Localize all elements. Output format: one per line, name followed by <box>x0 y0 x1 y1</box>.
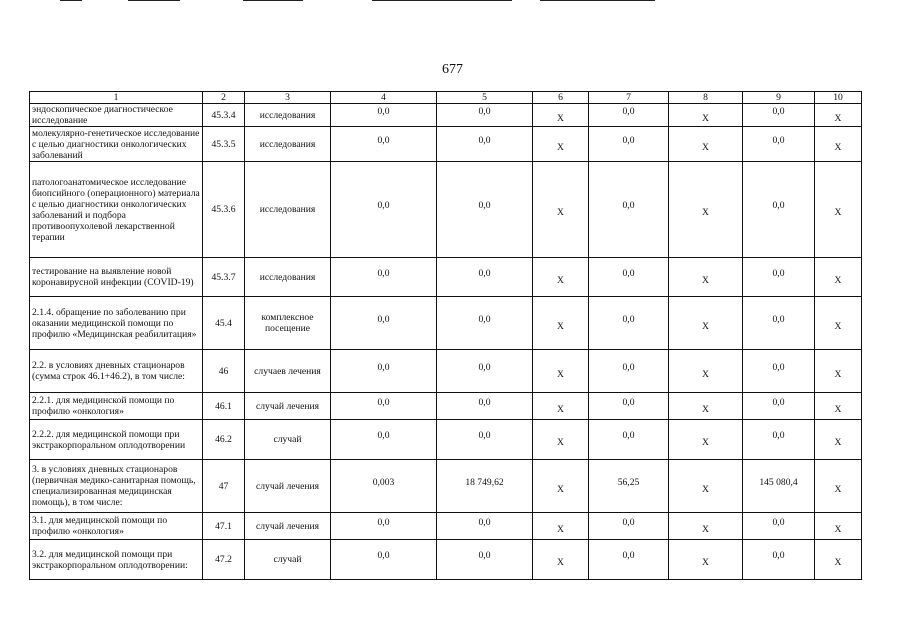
x-cell <box>669 393 743 420</box>
x-cell <box>815 420 862 460</box>
value-cell <box>437 513 533 540</box>
value-cell <box>743 513 815 540</box>
value-cell-text: 0,0 <box>772 267 785 279</box>
x-cell-text: X <box>834 112 842 124</box>
x-cell-text: X <box>557 320 564 332</box>
x-cell <box>669 420 743 460</box>
top-edge-line <box>60 0 82 1</box>
value-cell-text: 0,0 <box>772 550 785 561</box>
value-cell <box>331 104 437 127</box>
x-cell-text: X <box>702 207 709 218</box>
column-header: 2 <box>203 92 245 104</box>
value-cell-text: 0,0 <box>377 200 390 211</box>
row-unit: случай <box>245 540 331 580</box>
row-name: молекулярно-генетическое исследование с целью диагностики онкологических заболеваний <box>30 127 203 162</box>
table-row <box>30 460 862 513</box>
value-cell <box>589 420 669 460</box>
top-edge-line <box>128 0 180 1</box>
value-cell-text: 0,0 <box>478 267 491 279</box>
row-code: 47 <box>203 460 245 513</box>
value-cell <box>437 162 533 258</box>
value-cell <box>589 127 669 162</box>
x-cell-text: X <box>702 112 709 124</box>
column-header: 7 <box>589 92 669 104</box>
top-edge-line <box>243 0 303 1</box>
value-cell <box>743 104 815 127</box>
row-unit: случай <box>245 420 331 460</box>
value-cell-text: 0,0 <box>622 550 635 561</box>
x-cell <box>533 540 589 580</box>
x-cell-text: X <box>557 112 564 124</box>
x-cell-text: X <box>834 437 842 448</box>
x-cell-text: X <box>702 437 709 448</box>
value-cell <box>743 460 815 513</box>
x-cell <box>533 258 589 297</box>
value-cell-text: 0,0 <box>478 516 491 528</box>
value-cell-text: 0,0 <box>772 200 785 211</box>
row-name: 3. в условиях дневных стационаров (первичная медико-санитарная помощь, специализированная медицинская помощь), в том числе: <box>30 460 203 513</box>
table-row <box>30 420 862 460</box>
x-cell <box>669 297 743 350</box>
table-row <box>30 540 862 580</box>
value-cell <box>331 297 437 350</box>
row-unit: случай лечения <box>245 513 331 540</box>
row-unit: случай лечения <box>245 393 331 420</box>
x-cell-text: X <box>557 557 564 568</box>
row-unit: исследования <box>245 104 331 127</box>
value-cell-text: 0,0 <box>622 105 635 117</box>
row-code: 45.4 <box>203 297 245 350</box>
row-name: 2.2.1. для медицинской помощи по профилю «онкология» <box>30 393 203 420</box>
value-cell-text: 0,0 <box>772 105 785 117</box>
x-cell <box>669 162 743 258</box>
row-name: тестирование на выявление новой коронавирусной инфекции (COVID-19) <box>30 258 203 297</box>
value-cell-text: 56,25 <box>617 476 640 488</box>
value-cell <box>437 258 533 297</box>
x-cell <box>815 460 862 513</box>
row-code: 46.2 <box>203 420 245 460</box>
x-cell <box>669 460 743 513</box>
x-cell <box>533 513 589 540</box>
table-row <box>30 258 862 297</box>
value-cell <box>743 420 815 460</box>
column-header: 3 <box>245 92 331 104</box>
value-cell <box>331 393 437 420</box>
value-cell <box>589 393 669 420</box>
row-unit: исследования <box>245 258 331 297</box>
x-cell-text: X <box>702 523 709 535</box>
x-cell-text: X <box>702 483 709 495</box>
x-cell <box>815 540 862 580</box>
value-cell <box>437 420 533 460</box>
x-cell-text: X <box>834 141 842 153</box>
value-cell <box>743 162 815 258</box>
x-cell-text: X <box>702 403 709 415</box>
row-code: 47.2 <box>203 540 245 580</box>
row-code: 46 <box>203 350 245 393</box>
value-cell-text: 0,0 <box>622 200 635 211</box>
value-cell-text: 0,0 <box>622 516 635 528</box>
row-unit: исследования <box>245 162 331 258</box>
table-row <box>30 127 862 162</box>
x-cell-text: X <box>834 320 842 332</box>
value-cell-text: 0,0 <box>478 105 491 117</box>
value-cell <box>743 127 815 162</box>
value-cell <box>743 258 815 297</box>
page-number: 677 <box>442 62 463 77</box>
value-cell-text: 0,0 <box>377 105 390 117</box>
row-unit: исследования <box>245 127 331 162</box>
row-name: 2.1.4. обращение по заболеванию при оказании медицинской помощи по профилю «Медицинская реабилитация» <box>30 297 203 350</box>
x-cell-text: X <box>834 368 842 380</box>
value-cell <box>437 297 533 350</box>
value-cell <box>437 350 533 393</box>
row-code: 45.3.5 <box>203 127 245 162</box>
value-cell-text: 0,0 <box>772 134 785 146</box>
x-cell-text: X <box>557 207 564 218</box>
row-code: 46.1 <box>203 393 245 420</box>
x-cell-text: X <box>702 368 709 380</box>
column-header: 4 <box>331 92 437 104</box>
table-row <box>30 513 862 540</box>
value-cell <box>331 513 437 540</box>
value-cell <box>331 420 437 460</box>
x-cell-text: X <box>557 523 564 535</box>
x-cell <box>533 162 589 258</box>
value-cell-text: 0,003 <box>372 476 395 488</box>
value-cell-text: 0,0 <box>772 313 785 325</box>
row-name: эндоскопическое диагностическое исследование <box>30 104 203 127</box>
value-cell <box>331 540 437 580</box>
value-cell-text: 0,0 <box>377 361 390 373</box>
x-cell <box>533 127 589 162</box>
value-cell <box>743 297 815 350</box>
row-code: 45.3.6 <box>203 162 245 258</box>
x-cell-text: X <box>557 437 564 448</box>
x-cell <box>533 460 589 513</box>
value-cell <box>589 297 669 350</box>
column-header: 9 <box>743 92 815 104</box>
value-cell <box>743 393 815 420</box>
row-name: патологоанатомическое исследование биопсийного (операционного) материала с целью диагностики онкологических заболеваний и подбора противоопухолевой лекарственной терапии <box>30 162 203 258</box>
value-cell <box>331 162 437 258</box>
x-cell-text: X <box>834 523 842 535</box>
value-cell-text: 0,0 <box>622 396 635 408</box>
value-cell-text: 145 080,4 <box>759 476 798 488</box>
x-cell <box>669 540 743 580</box>
value-cell-text: 0,0 <box>478 550 491 561</box>
row-name: 2.2.2. для медицинской помощи при экстракорпоральном оплодотворении <box>30 420 203 460</box>
value-cell-text: 0,0 <box>478 396 491 408</box>
column-header: 1 <box>30 92 203 104</box>
value-cell-text: 18 749,62 <box>465 476 504 488</box>
x-cell-text: X <box>557 483 564 495</box>
x-cell <box>815 297 862 350</box>
x-cell-text: X <box>834 274 842 286</box>
x-cell-text: X <box>557 274 564 286</box>
x-cell <box>815 393 862 420</box>
value-cell <box>743 540 815 580</box>
value-cell-text: 0,0 <box>377 550 390 561</box>
column-header: 8 <box>669 92 743 104</box>
value-cell-text: 0,0 <box>478 200 491 211</box>
value-cell <box>589 104 669 127</box>
row-code: 47.1 <box>203 513 245 540</box>
table-row <box>30 393 862 420</box>
x-cell <box>533 393 589 420</box>
x-cell <box>669 350 743 393</box>
value-cell <box>743 350 815 393</box>
value-cell-text: 0,0 <box>478 134 491 146</box>
row-unit: случай лечения <box>245 460 331 513</box>
x-cell <box>669 513 743 540</box>
value-cell <box>437 460 533 513</box>
x-cell-text: X <box>702 557 709 568</box>
x-cell-text: X <box>557 141 564 153</box>
table-row <box>30 297 862 350</box>
value-cell-text: 0,0 <box>772 430 785 441</box>
value-cell <box>437 127 533 162</box>
value-cell <box>589 460 669 513</box>
table-row <box>30 104 862 127</box>
x-cell <box>669 104 743 127</box>
value-cell <box>437 540 533 580</box>
value-cell-text: 0,0 <box>377 516 390 528</box>
value-cell-text: 0,0 <box>622 313 635 325</box>
x-cell-text: X <box>702 320 709 332</box>
column-header: 6 <box>533 92 589 104</box>
row-name: 3.1. для медицинской помощи по профилю «онкология» <box>30 513 203 540</box>
x-cell-text: X <box>834 403 842 415</box>
value-cell <box>437 393 533 420</box>
x-cell <box>533 350 589 393</box>
value-cell <box>589 540 669 580</box>
column-header: 10 <box>815 92 862 104</box>
row-unit: комплексное посещение <box>245 297 331 350</box>
value-cell-text: 0,0 <box>478 430 491 441</box>
value-cell <box>589 513 669 540</box>
value-cell-text: 0,0 <box>622 134 635 146</box>
value-cell <box>331 460 437 513</box>
value-cell-text: 0,0 <box>772 516 785 528</box>
data-table <box>29 91 862 580</box>
x-cell-text: X <box>702 141 709 153</box>
x-cell-text: X <box>557 368 564 380</box>
value-cell <box>331 127 437 162</box>
value-cell-text: 0,0 <box>478 361 491 373</box>
top-edge-line <box>372 0 512 1</box>
x-cell-text: X <box>702 274 709 286</box>
x-cell-text: X <box>834 557 842 568</box>
value-cell-text: 0,0 <box>622 430 635 441</box>
x-cell <box>533 104 589 127</box>
x-cell <box>815 513 862 540</box>
row-name: 2.2. в условиях дневных стационаров (сумма строк 46.1+46.2), в том числе: <box>30 350 203 393</box>
x-cell-text: X <box>557 403 564 415</box>
value-cell-text: 0,0 <box>478 313 491 325</box>
x-cell <box>669 127 743 162</box>
row-name: 3.2. для медицинской помощи при экстракорпоральном оплодотворении: <box>30 540 203 580</box>
value-cell <box>589 258 669 297</box>
header-row <box>30 92 862 104</box>
value-cell-text: 0,0 <box>377 134 390 146</box>
row-code: 45.3.4 <box>203 104 245 127</box>
value-cell-text: 0,0 <box>377 430 390 441</box>
x-cell <box>815 162 862 258</box>
value-cell-text: 0,0 <box>377 267 390 279</box>
x-cell <box>533 420 589 460</box>
value-cell-text: 0,0 <box>772 361 785 373</box>
value-cell <box>589 162 669 258</box>
column-header: 5 <box>437 92 533 104</box>
value-cell-text: 0,0 <box>377 396 390 408</box>
x-cell <box>815 258 862 297</box>
value-cell <box>331 350 437 393</box>
value-cell-text: 0,0 <box>622 267 635 279</box>
table-row <box>30 350 862 393</box>
value-cell <box>437 104 533 127</box>
top-edge-line <box>540 0 655 1</box>
table-row <box>30 162 862 258</box>
value-cell <box>589 350 669 393</box>
row-unit: случаев лечения <box>245 350 331 393</box>
x-cell-text: X <box>834 207 842 218</box>
row-code: 45.3.7 <box>203 258 245 297</box>
value-cell-text: 0,0 <box>622 361 635 373</box>
x-cell <box>669 258 743 297</box>
value-cell <box>331 258 437 297</box>
x-cell <box>815 350 862 393</box>
x-cell <box>533 297 589 350</box>
value-cell-text: 0,0 <box>377 313 390 325</box>
x-cell <box>815 104 862 127</box>
x-cell-text: X <box>834 483 842 495</box>
x-cell <box>815 127 862 162</box>
value-cell-text: 0,0 <box>772 396 785 408</box>
